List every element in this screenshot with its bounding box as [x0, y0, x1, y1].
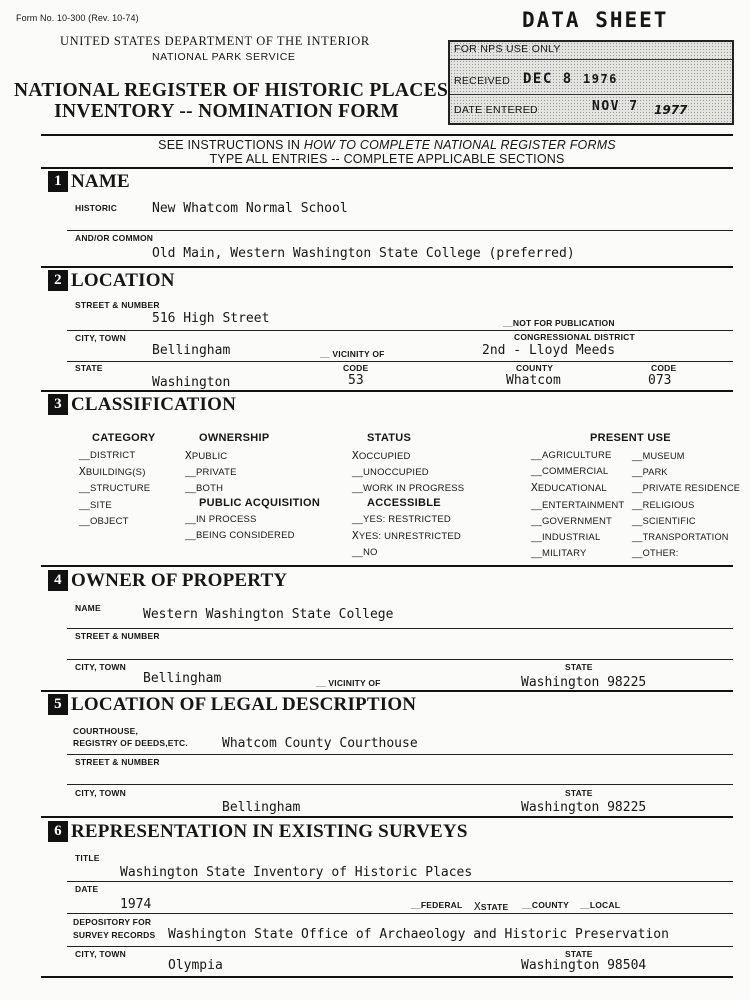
data-sheet-stamp: DATA SHEET — [522, 8, 669, 32]
legal-state-label: STATE — [565, 788, 593, 798]
survey-county: __COUNTY — [522, 900, 569, 910]
category-buildings-label: BUILDING(S) — [85, 467, 146, 479]
courthouse: Whatcom County Courthouse — [222, 736, 418, 751]
legal-city: Bellingham — [222, 800, 301, 815]
congressional-district-label: CONGRESSIONAL DISTRICT — [514, 332, 635, 342]
accessible-list — [352, 512, 461, 562]
date-entered-stamp: NOV 7 — [592, 99, 639, 114]
survey-title: Washington State Inventory of Historic Places — [120, 865, 473, 880]
status-work-in-progress: __WORK IN PROGRESS — [352, 483, 465, 495]
section-6-title: REPRESENTATION IN EXISTING SURVEYS — [71, 821, 468, 842]
nps-use-box — [448, 40, 734, 125]
ownership-public-label: PUBLIC — [191, 451, 228, 462]
acquisition-list — [185, 512, 295, 544]
not-for-publication: __NOT FOR PUBLICATION — [503, 318, 615, 328]
section-6-number: 6 — [48, 821, 68, 842]
instructions — [41, 138, 733, 166]
public-acquisition-heading: PUBLIC ACQUISITION — [199, 497, 321, 509]
section-2-title: LOCATION — [71, 270, 175, 291]
use-other: __OTHER: — [632, 548, 679, 559]
received-label: RECEIVED — [454, 75, 511, 87]
section-1-title: NAME — [71, 171, 130, 192]
ownership-private: __PRIVATE — [185, 467, 237, 479]
legal-state: Washington 98225 — [521, 800, 647, 815]
depository-label: DEPOSITORY FOR — [73, 917, 152, 927]
section-6-heading — [48, 821, 468, 842]
historic-name: New Whatcom Normal School — [152, 201, 348, 216]
use-military: __MILITARY — [531, 548, 587, 560]
owner-city: Bellingham — [143, 671, 222, 686]
section-4-title: OWNER OF PROPERTY — [71, 570, 288, 591]
use-educational-label: EDUCATIONAL — [537, 483, 607, 495]
county-code: 073 — [648, 373, 672, 388]
use-educational-mark: X — [531, 481, 538, 495]
use-private-residence: __PRIVATE RESIDENCE — [632, 483, 741, 494]
survey-state-mark: X — [474, 900, 481, 913]
location-street-label: STREET & NUMBER — [75, 300, 160, 310]
location-state-label: STATE — [75, 363, 103, 373]
use-agriculture: __AGRICULTURE — [531, 450, 612, 461]
section-4-number: 4 — [48, 570, 68, 591]
ownership-both: __BOTH — [185, 483, 224, 495]
form-title-line1: NATIONAL REGISTER OF HISTORIC PLACES — [14, 80, 449, 101]
location-vicinity: __ VICINITY OF — [320, 349, 385, 359]
survey-records-label: SURVEY RECORDS — [73, 930, 156, 940]
section-2-number: 2 — [48, 270, 68, 291]
instructions-title: HOW TO COMPLETE NATIONAL REGISTER FORMS — [303, 138, 616, 152]
depository-city-label: CITY, TOWN — [75, 949, 126, 959]
depository: Washington State Office of Archaeology and Historic Preservation — [168, 927, 669, 942]
accessible-restricted: __YES: RESTRICTED — [352, 514, 451, 525]
depository-state-label: STATE — [565, 949, 593, 959]
ownership-list — [185, 448, 237, 498]
depository-city: Olympia — [168, 958, 223, 973]
congressional-district: 2nd - Lloyd Meeds — [482, 343, 616, 358]
county-label: COUNTY — [516, 363, 554, 373]
section-3-number: 3 — [48, 394, 68, 415]
use-entertainment: __ENTERTAINMENT — [531, 499, 625, 511]
owner-state: Washington 98225 — [521, 675, 647, 690]
status-occupied-mark: X — [352, 449, 359, 462]
category-buildings — [79, 464, 150, 481]
survey-state — [474, 900, 508, 913]
survey-date-label: DATE — [75, 884, 99, 894]
form-title-line2: INVENTORY -- NOMINATION FORM — [54, 101, 399, 122]
status-list — [352, 448, 464, 498]
date-entered-year: 1977 — [654, 103, 688, 117]
category-object: __OBJECT — [79, 515, 129, 527]
category-site: __SITE — [79, 499, 112, 511]
section-1-number: 1 — [48, 171, 68, 192]
legal-city-label: CITY, TOWN — [75, 788, 126, 798]
ownership-public — [185, 448, 237, 465]
survey-state-label: STATE — [480, 902, 509, 912]
instructions-prefix: SEE INSTRUCTIONS IN — [158, 138, 304, 152]
form-number: Form No. 10-300 (Rev. 10-74) — [16, 13, 139, 23]
present-use-list-right — [632, 448, 740, 561]
acquisition-in-process: __IN PROCESS — [185, 514, 257, 525]
owner-vicinity: __ VICINITY OF — [316, 678, 381, 688]
accessible-unrestricted-mark: X — [352, 529, 359, 543]
category-structure: __STRUCTURE — [79, 483, 151, 495]
received-year: 1976 — [583, 72, 618, 86]
category-list — [79, 448, 150, 530]
registry-label: REGISTRY OF DEEDS,ETC. — [73, 738, 188, 748]
owner-name: Western Washington State College — [143, 607, 394, 622]
historic-label: HISTORIC — [75, 203, 118, 213]
department-name: UNITED STATES DEPARTMENT OF THE INTERIOR — [60, 34, 370, 48]
use-religious: __RELIGIOUS — [632, 499, 695, 510]
status-occupied — [352, 448, 464, 465]
use-industrial: __INDUSTRIAL — [531, 532, 601, 544]
state-code-label: CODE — [343, 363, 369, 373]
location-state: Washington — [152, 375, 231, 390]
use-government: __GOVERNMENT — [531, 515, 613, 527]
section-4-heading — [48, 570, 287, 591]
use-park: __PARK — [632, 467, 668, 478]
form-title — [14, 80, 449, 122]
accessible-heading: ACCESSIBLE — [367, 497, 441, 509]
acquisition-being-considered: __BEING CONSIDERED — [185, 530, 295, 542]
owner-state-label: STATE — [565, 662, 593, 672]
survey-federal: __FEDERAL — [411, 900, 463, 910]
use-museum: __MUSEUM — [632, 451, 685, 461]
location-city: Bellingham — [152, 343, 231, 358]
category-district: __DISTRICT — [79, 450, 136, 461]
county: Whatcom — [506, 373, 561, 388]
present-use-list-left — [531, 448, 624, 562]
survey-local: __LOCAL — [580, 900, 621, 910]
ownership-public-mark: X — [185, 449, 192, 462]
location-street: 516 High Street — [152, 311, 270, 326]
survey-date: 1974 — [120, 897, 152, 912]
ownership-heading: OWNERSHIP — [199, 432, 270, 444]
section-1-heading — [48, 171, 130, 192]
county-code-label: CODE — [651, 363, 677, 373]
accessible-unrestricted — [352, 528, 461, 545]
section-5-number: 5 — [48, 694, 68, 715]
section-3-heading — [48, 394, 236, 415]
present-use-heading: PRESENT USE — [590, 432, 671, 444]
section-3-title: CLASSIFICATION — [71, 394, 237, 415]
depository-state: Washington 98504 — [521, 958, 647, 973]
section-2-heading — [48, 270, 175, 291]
use-scientific: __SCIENTIFIC — [632, 515, 696, 526]
accessible-unrestricted-label: YES: UNRESTRICTED — [358, 531, 461, 543]
section-5-heading — [48, 694, 416, 715]
location-city-label: CITY, TOWN — [75, 333, 126, 343]
section-5-title: LOCATION OF LEGAL DESCRIPTION — [71, 694, 417, 715]
use-transportation: __TRANSPORTATION — [632, 532, 729, 543]
common-name-label: AND/OR COMMON — [75, 233, 154, 243]
service-name: NATIONAL PARK SERVICE — [152, 51, 296, 63]
instructions-line2: TYPE ALL ENTRIES -- COMPLETE APPLICABLE SECTIONS — [209, 152, 565, 166]
owner-city-label: CITY, TOWN — [75, 662, 126, 672]
state-code: 53 — [348, 373, 364, 388]
survey-title-label: TITLE — [75, 853, 100, 863]
use-commercial: __COMMERCIAL — [531, 466, 609, 478]
use-educational — [531, 480, 624, 497]
date-entered-label: DATE ENTERED — [454, 104, 538, 116]
common-name: Old Main, Western Washington State College (preferred) — [152, 246, 575, 261]
status-unoccupied: __UNOCCUPIED — [352, 467, 429, 479]
legal-street-label: STREET & NUMBER — [75, 757, 160, 767]
nps-use-label: FOR NPS USE ONLY — [454, 43, 561, 55]
courthouse-label: COURTHOUSE, — [73, 726, 139, 736]
status-occupied-label: OCCUPIED — [358, 451, 411, 462]
accessible-no: __NO — [352, 547, 378, 559]
category-heading: CATEGORY — [92, 432, 156, 444]
owner-name-label: NAME — [75, 603, 101, 613]
category-buildings-mark: X — [79, 465, 86, 479]
status-heading: STATUS — [367, 432, 412, 444]
received-stamp: DEC 8 — [523, 71, 573, 87]
owner-street-label: STREET & NUMBER — [75, 631, 160, 641]
